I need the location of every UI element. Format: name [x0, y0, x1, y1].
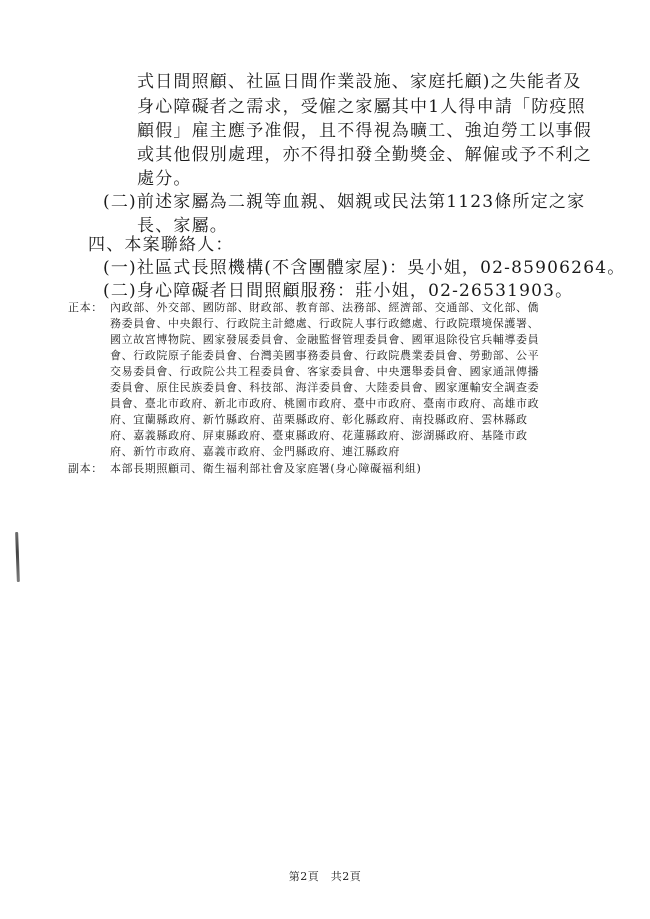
- primary-recipients-line: 國立故宮博物院、國家發展委員會、金融監督管理委員會、國軍退除役官兵輔導委員: [110, 333, 540, 346]
- contact-line-2: (二)身心障礙者日間照顧服務：莊小姐，02-26531903。: [103, 281, 574, 301]
- body-line-1: 式日間照顧、社區日間作業設施、家庭托顧)之失能者及: [137, 72, 582, 92]
- primary-recipients-line: 委員會、原住民族委員會、科技部、海洋委員會、大陸委員會、國家運輸安全調查委: [110, 381, 540, 394]
- page-number: 第2頁 共2頁: [288, 870, 362, 883]
- primary-recipients-line: 員會、臺北市政府、新北市政府、桃園市政府、臺中市政府、臺南市政府、高雄市政: [110, 397, 540, 410]
- scan-artifact-mark: [15, 532, 20, 582]
- primary-recipients-line: 交易委員會、行政院公共工程委員會、客家委員會、中央選舉委員會、國家通訊傳播: [110, 365, 540, 378]
- body-line-5: 處分。: [137, 169, 192, 189]
- contact-line-1: (一)社區式長照機構(不含團體家屋)：吳小姐，02-85906264。: [103, 258, 626, 278]
- copy-recipients-label: 副本：: [68, 462, 103, 475]
- primary-recipients-line: 府、宜蘭縣政府、新竹縣政府、苗栗縣政府、彰化縣政府、南投縣政府、雲林縣政: [110, 413, 528, 426]
- primary-recipients-label: 正本：: [68, 301, 103, 314]
- distribution-block: [0, 300, 650, 500]
- body-line-2: 身心障礙者之需求，受僱之家屬其中1人得申請「防疫照: [137, 97, 586, 117]
- body-line-3: 顧假」雇主應予准假，且不得視為曠工、強迫勞工以事假: [137, 121, 592, 141]
- contact-section-heading: 四、本案聯絡人：: [88, 235, 234, 255]
- primary-recipients-line: 府、新竹市政府、嘉義市政府、金門縣政府、連江縣政府: [110, 445, 400, 458]
- primary-recipients-line: 府、嘉義縣政府、屏東縣政府、臺東縣政府、花蓮縣政府、澎湖縣政府、基隆市政: [110, 429, 528, 442]
- primary-recipients-line: 務委員會、中央銀行、行政院主計總處、行政院人事行政總處、行政院環境保護署、: [110, 317, 540, 330]
- copy-recipients-line: 本部長期照顧司、衛生福利部社會及家庭署(身心障礙福利組): [110, 462, 422, 475]
- item-two-line-2: 長、家屬。: [137, 216, 228, 236]
- body-line-4: 或其他假別處理，亦不得扣發全勤獎金、解僱或予不利之: [137, 145, 592, 165]
- primary-recipients-line: 會、行政院原子能委員會、台灣美國事務委員會、行政院農業委員會、勞動部、公平: [110, 349, 540, 362]
- primary-recipients-line: 內政部、外交部、國防部、財政部、教育部、法務部、經濟部、交通部、文化部、僑: [110, 301, 540, 314]
- item-two-line-1: (二)前述家屬為二親等血親、姻親或民法第1123條所定之家: [103, 192, 586, 212]
